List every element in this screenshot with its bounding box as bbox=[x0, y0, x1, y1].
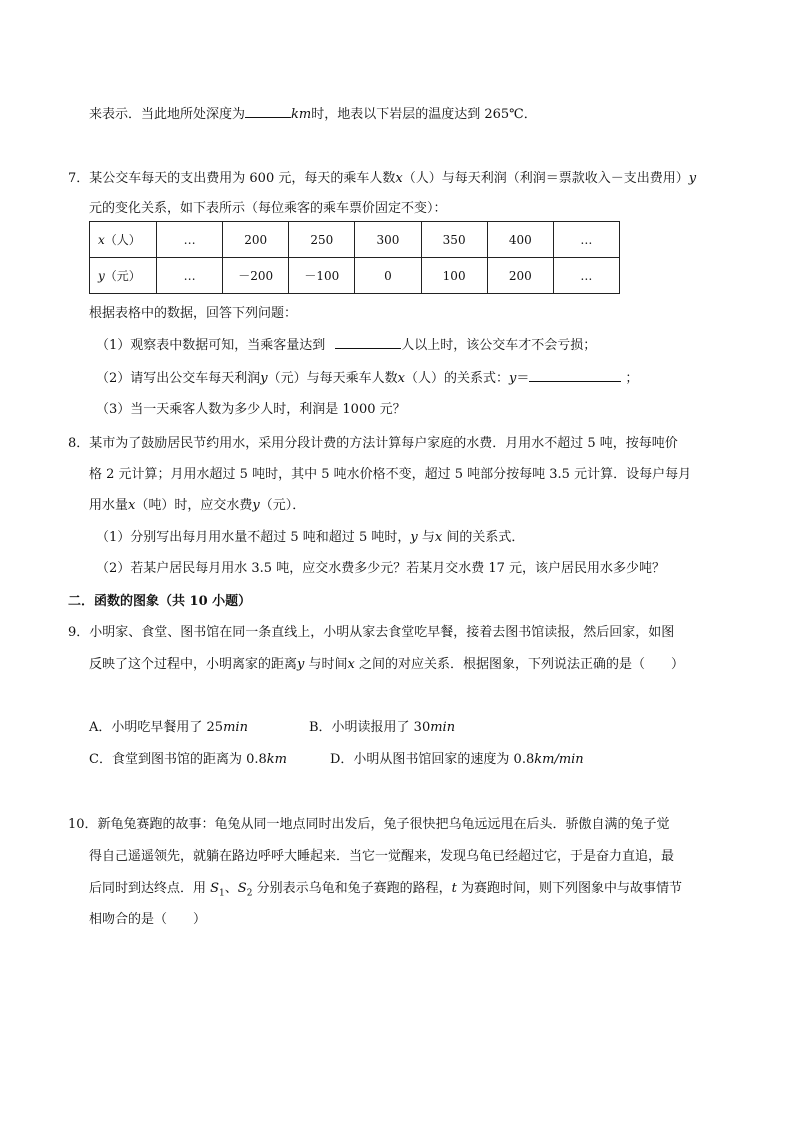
q9-option-b[interactable]: B．小明读报用了 30min bbox=[309, 720, 456, 735]
table-cell: －100 bbox=[289, 258, 355, 294]
q7-line1: 7．某公交车每天的支出费用为 600 元，每天的乘车人数x（人）与每天利润（利润＝票款收入－支出费用）y bbox=[68, 171, 697, 186]
table-cell: … bbox=[157, 222, 223, 258]
table-cell: 400 bbox=[487, 222, 553, 258]
q6-unit: km bbox=[291, 107, 312, 122]
table-cell: 300 bbox=[355, 222, 421, 258]
q9-option-a[interactable]: A．小明吃早餐用了 25min bbox=[89, 720, 248, 735]
q7-sub2: （2）请写出公交车每天利润y（元）与每天乘车人数x（人）的关系式：y＝ ； bbox=[96, 371, 639, 386]
q7-sub1-blank[interactable] bbox=[335, 336, 401, 349]
q6-tail-post: 时，地表以下岩层的温度达到 265℃． bbox=[311, 107, 537, 122]
q6-tail-line bbox=[89, 103, 537, 122]
table-cell: 250 bbox=[289, 222, 355, 258]
table-cell: 200 bbox=[487, 258, 553, 294]
table-cell: 200 bbox=[223, 222, 289, 258]
q6-tail-pre: 来表示．当此地所处深度为 bbox=[89, 107, 246, 122]
q9-line2: 反映了这个过程中，小明离家的距离y 与时间x 之间的对应关系．根据图象，下列说法正确的是（ ） bbox=[89, 657, 684, 672]
q7-data-table bbox=[89, 221, 620, 294]
table-cell: … bbox=[553, 258, 619, 294]
table-cell: … bbox=[553, 222, 619, 258]
table-cell: 350 bbox=[421, 222, 487, 258]
q8-line2: 格 2 元计算；月用水超过 5 吨时，其中 5 吨水价格不变，超过 5 吨部分按每吨 3.5 元计算．设每户每月 bbox=[89, 467, 692, 482]
q10-line1: 10．新龟兔赛跑的故事：龟兔从同一地点同时出发后，兔子很快把乌龟远远甩在后头．骄傲自满的兔子觉 bbox=[68, 817, 670, 832]
table-row bbox=[90, 222, 620, 258]
q7-sub2-blank[interactable] bbox=[529, 369, 621, 382]
q7-line2: 元的变化关系，如下表所示（每位乘客的乘车票价固定不变）： bbox=[89, 201, 447, 216]
section-title: 二．函数的图象（共 10 小题） bbox=[68, 594, 252, 609]
q8-sub1: （1）分别写出每月用水量不超过 5 吨和超过 5 吨时，y 与x 间的关系式． bbox=[96, 530, 525, 545]
q8-line3: 用水量x（吨）时，应交水费y（元）． bbox=[89, 498, 306, 513]
q7-sub1: （1）观察表中数据可知，当乘客量达到 人以上时，该公交车才不会亏损； bbox=[96, 338, 597, 353]
q9-option-c[interactable]: C．食堂到图书馆的距离为 0.8km bbox=[89, 752, 287, 767]
table-cell: 100 bbox=[421, 258, 487, 294]
table-row bbox=[90, 258, 620, 294]
table-cell: … bbox=[157, 258, 223, 294]
table-cell: 0 bbox=[355, 258, 421, 294]
q7-sub3: （3）当一天乘客人数为多少人时，利润是 1000 元？ bbox=[96, 402, 406, 417]
q8-sub2: （2）若某户居民每月用水 3.5 吨，应交水费多少元？若某月交水费 17 元，该户居民用水多少吨？ bbox=[96, 561, 666, 576]
q9-line1: 9．小明家、食堂、图书馆在同一条直线上，小明从家去食堂吃早餐，接着去图书馆读报，然后回家，如图 bbox=[68, 625, 675, 640]
q10-line3: 后同时到达终点．用 $S_1$、$S_2$ 分别表示乌龟和兔子赛跑的路程，t 为赛跑时间，则下列图象中与故事情节 bbox=[89, 881, 682, 899]
q9-option-d[interactable]: D．小明从图书馆回家的速度为 0.8km/min bbox=[330, 752, 584, 767]
table-header-y: y（元） bbox=[90, 258, 157, 294]
q10-line2: 得自己遥遥领先，就躺在路边呼呼大睡起来．当它一觉醒来，发现乌龟已经超过它，于是奋力直追，最 bbox=[89, 849, 675, 864]
q8-line1: 8．某市为了鼓励居民节约用水，采用分段计费的方法计算每户家庭的水费．月用水不超过 5 吨，按每吨价 bbox=[68, 436, 678, 451]
table-header-x: x（人） bbox=[90, 222, 157, 258]
q10-line4: 相吻合的是（ ） bbox=[89, 912, 207, 927]
q7-intro: 根据表格中的数据，回答下列问题： bbox=[89, 306, 298, 321]
table-cell: －200 bbox=[223, 258, 289, 294]
q6-answer-blank[interactable] bbox=[245, 105, 291, 118]
